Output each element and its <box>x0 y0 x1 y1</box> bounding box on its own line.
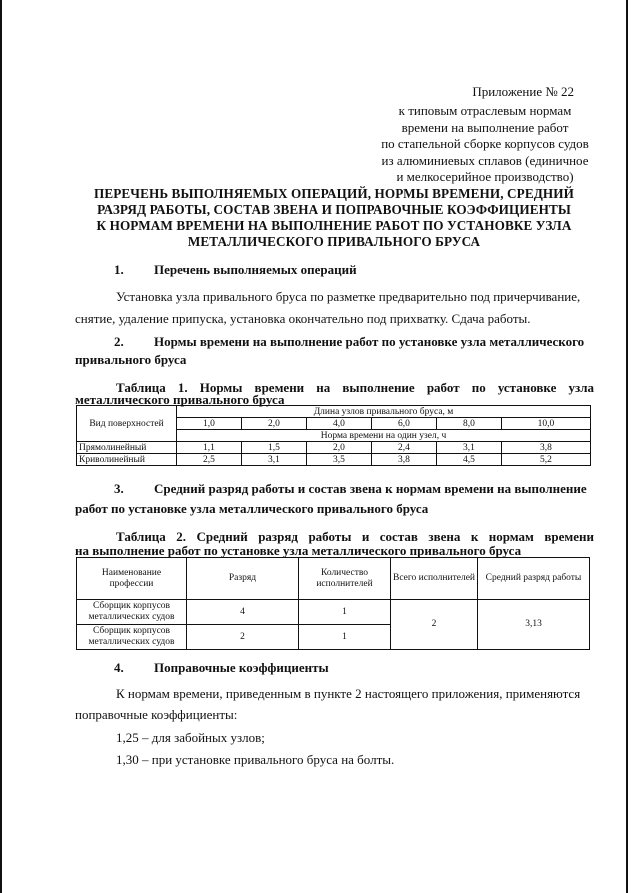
header-cell: Наименование профессии <box>77 558 187 600</box>
appendix-number: Приложение № 22 <box>472 84 574 99</box>
section-1-text-line1: Установка узла привального бруса по разметке предварительно под причерчивание, <box>116 289 581 304</box>
length-cell: 1,0 <box>177 418 242 430</box>
section-title: Перечень выполняемых операций <box>154 262 357 277</box>
subtitle-line: к типовым отраслевым нормам <box>398 103 572 118</box>
coefficient-item-2: 1,30 – при установке привального бруса на болты. <box>116 752 395 767</box>
value-cell: 4,5 <box>436 454 501 466</box>
scan-left-edge <box>0 0 2 893</box>
document-title <box>64 186 604 250</box>
count-cell: 1 <box>299 600 391 625</box>
value-cell: 3,5 <box>306 454 371 466</box>
header-cell: Количество исполнителей <box>299 558 391 600</box>
table-2-caption-line1: Таблица 2. Средний разряд работы и состав звена к нормам времени <box>116 529 594 544</box>
section-3-heading <box>114 481 604 497</box>
grade-cell: 4 <box>187 600 299 625</box>
table-1 <box>76 405 591 466</box>
subtitle-line: из алюминиевых сплавов (единичное <box>381 152 589 168</box>
length-cell: 2,0 <box>241 418 306 430</box>
subtitle-line: времени на выполнение работ <box>401 119 569 135</box>
row-header-cell: Вид поверхностей <box>77 406 177 442</box>
profession-cell: Сборщик корпусов металлических судов <box>77 600 187 625</box>
value-cell: 1,5 <box>241 442 306 454</box>
length-cell: 6,0 <box>371 418 436 430</box>
surface-name-cell: Прямолинейный <box>77 442 177 454</box>
section-4-heading <box>114 660 594 676</box>
table-1-caption-line1: Таблица 1. Нормы времени на выполнение работ по установке узла <box>116 380 594 395</box>
section-1-text-line2: снятие, удаление припуска, установка окончательно под прихватку. Сдача работы. <box>75 311 531 326</box>
title-line: К НОРМАМ ВРЕМЕНИ НА ВЫПОЛНЕНИЕ РАБОТ ПО УСТАНОВКЕ УЗЛА <box>96 218 572 233</box>
header-cell: Всего исполнителей <box>391 558 478 600</box>
count-cell: 1 <box>299 625 391 650</box>
table-row <box>77 442 591 454</box>
profession-cell: Сборщик корпусов металлических судов <box>77 625 187 650</box>
table-row <box>77 406 591 418</box>
table-header-row <box>77 558 590 600</box>
header-cell: Средний разряд работы <box>478 558 590 600</box>
subtitle-line: по стапельной сборке корпусов судов <box>381 136 589 151</box>
value-cell: 1,1 <box>177 442 242 454</box>
section-title: Нормы времени на выполнение работ по установке узла металлического <box>154 334 585 349</box>
section-2-heading-line2: привального бруса <box>75 352 187 367</box>
title-line: МЕТАЛЛИЧЕСКОГО ПРИВАЛЬНОГО БРУСА <box>187 234 481 249</box>
value-cell: 3,1 <box>436 442 501 454</box>
norm-header-cell: Норма времени на один узел, ч <box>177 430 591 442</box>
value-cell: 5,2 <box>501 454 590 466</box>
value-cell: 2,5 <box>177 454 242 466</box>
coefficient-item-1: 1,25 – для забойных узлов; <box>116 730 265 745</box>
table-2 <box>76 557 590 650</box>
section-4-text-line1: К нормам времени, приведенным в пункте 2 настоящего приложения, применяются <box>116 686 581 701</box>
total-cell: 2 <box>391 600 478 650</box>
value-cell: 3,8 <box>371 454 436 466</box>
value-cell: 2,0 <box>306 442 371 454</box>
section-number: 1. <box>114 262 124 277</box>
length-cell: 4,0 <box>306 418 371 430</box>
section-3-heading-line2: работ по установке узла металлического привального бруса <box>75 501 429 516</box>
value-cell: 2,4 <box>371 442 436 454</box>
table-1-caption-line2: металлического привального бруса <box>75 392 285 407</box>
title-line: ПЕРЕЧЕНЬ ВЫПОЛНЯЕМЫХ ОПЕРАЦИЙ, НОРМЫ ВРЕМЕНИ, СРЕДНИЙ <box>94 186 574 201</box>
section-4-text-line2: поправочные коэффициенты: <box>75 707 238 722</box>
value-cell: 3,8 <box>501 442 590 454</box>
section-number: 2. <box>114 334 124 349</box>
table-2-caption-line2: на выполнение работ по установке узла металлического привального бруса <box>75 543 522 558</box>
section-title: Средний разряд работы и состав звена к нормам времени на выполнение <box>154 481 587 496</box>
section-number: 3. <box>114 481 124 496</box>
section-2-heading <box>114 334 604 350</box>
grade-cell: 2 <box>187 625 299 650</box>
surface-name-cell: Криволинейный <box>77 454 177 466</box>
title-line: РАЗРЯД РАБОТЫ, СОСТАВ ЗВЕНА И ПОПРАВОЧНЫЕ КОЭФФИЦИЕНТЫ <box>97 202 571 217</box>
subtitle-line: и мелкосерийное производство) <box>396 169 574 184</box>
average-grade-cell: 3,13 <box>478 600 590 650</box>
section-1-heading <box>114 262 594 278</box>
length-cell: 10,0 <box>501 418 590 430</box>
table-row <box>77 600 590 625</box>
length-header-cell: Длина узлов привального бруса, м <box>177 406 591 418</box>
value-cell: 3,1 <box>241 454 306 466</box>
appendix-subtitle <box>340 103 630 186</box>
table-row <box>77 454 591 466</box>
length-cell: 8,0 <box>436 418 501 430</box>
section-number: 4. <box>114 660 124 675</box>
section-title: Поправочные коэффициенты <box>154 660 329 675</box>
header-cell: Разряд <box>187 558 299 600</box>
